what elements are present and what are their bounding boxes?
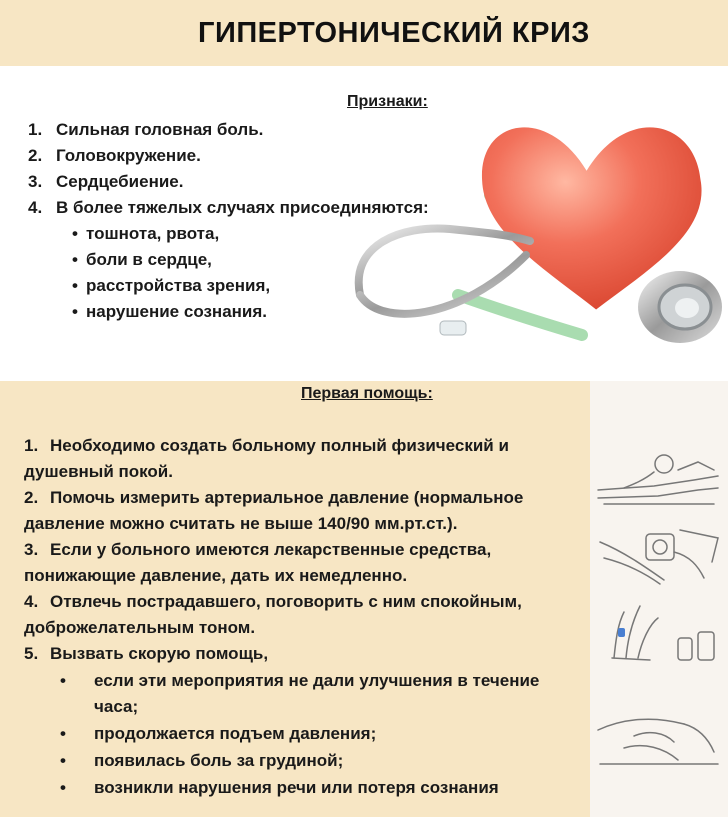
list-item: 1. Сильная головная боль. xyxy=(28,120,264,139)
list-item: 2. Помочь измерить артериальное давление (нормальное давление можно считать не выше 140/90 мм.рт.ст.). xyxy=(24,488,524,533)
ambulance-conditions-list xyxy=(60,668,588,802)
signs-heading: Признаки: xyxy=(347,93,428,110)
list-item: • если эти мероприятия не дали улучшения в течение часа; xyxy=(60,671,540,716)
medication-hand-sketch xyxy=(594,598,724,668)
list-item: • тошнота, рвота, xyxy=(72,224,220,243)
page-title: ГИПЕРТОНИЧЕСКИЙ КРИЗ xyxy=(198,16,590,49)
first-aid-list xyxy=(24,433,584,667)
list-item: 5. Вызвать скорую помощь, xyxy=(24,644,269,663)
first-aid-heading: Первая помощь: xyxy=(301,385,433,402)
list-item: 3. Сердцебиение. xyxy=(28,172,184,191)
list-item: • боли в сердце, xyxy=(72,250,212,269)
signs-list xyxy=(28,117,429,221)
list-item: • нарушение сознания. xyxy=(72,302,268,321)
list-item: 4. Отвлечь пострадавшего, поговорить с ним спокойным, доброжелательным тоном. xyxy=(24,592,522,637)
list-item: • возникли нарушения речи или потеря сознания xyxy=(60,778,499,797)
lying-patient-sketch xyxy=(594,450,724,512)
list-item: 2. Головокружение. xyxy=(28,146,201,165)
list-item: • продолжается подъем давления; xyxy=(60,724,377,743)
title-bar xyxy=(0,0,728,66)
list-item: • расстройства зрения, xyxy=(72,276,271,295)
symptoms-sublist xyxy=(72,221,270,325)
list-item: 3. Если у больного имеются лекарственные средства, понижающие давление, дать их немедленно. xyxy=(24,540,492,585)
list-item: • появилась боль за грудиной; xyxy=(60,751,344,770)
calming-patient-sketch xyxy=(594,708,724,770)
list-item: 4. В более тяжелых случаях присоединяются: xyxy=(28,198,429,217)
list-item: 1. Необходимо создать больному полный физический и душевный покой. xyxy=(24,436,509,481)
blood-pressure-sketch xyxy=(594,522,724,588)
